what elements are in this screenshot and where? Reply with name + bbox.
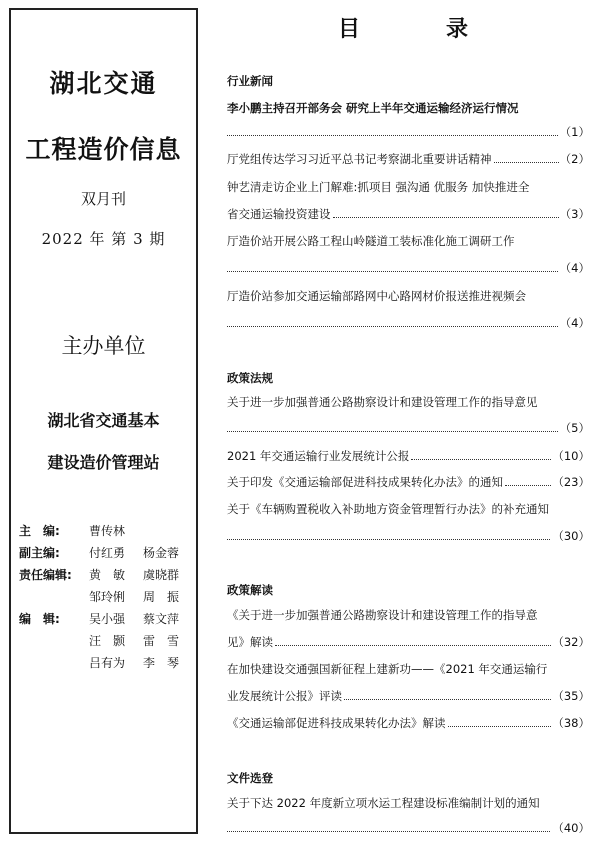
toc-entry-title-cont: 业发展统计公报》评读 [227, 689, 342, 703]
toc-title-char: 目 [338, 17, 361, 42]
staff-row [19, 522, 197, 544]
publication-frequency: 双月刊 [80, 190, 126, 208]
staff-role: 责任编辑: [19, 568, 72, 582]
toc-entry-title[interactable]: 关于进一步加强普通公路勘察设计和建设管理工作的指导意见 [227, 395, 538, 409]
staff-name: 周 振 [143, 590, 180, 604]
magazine-title-line1: 湖北交通 [49, 69, 158, 98]
toc-entry[interactable] [227, 475, 590, 490]
toc-entry-leader [227, 421, 590, 436]
issue-number: 2022 年 第 3 期 [41, 230, 166, 248]
staff-name: 汪 颢 [89, 634, 126, 648]
toc-entry-title[interactable]: 关于《车辆购置税收入补助地方资金管理暂行办法》的补充通知 [227, 502, 549, 516]
staff-name: 雷 雪 [143, 634, 180, 648]
toc-page-number: （23） [552, 475, 590, 489]
toc-entry-title: 《交通运输部促进科技成果转化办法》解读 [227, 716, 446, 730]
toc-entry-title[interactable]: 在加快建设交通强国新征程上建新功——《2021 年交通运输行 [227, 662, 548, 676]
toc-entry[interactable] [227, 207, 590, 222]
staff-row [19, 566, 197, 588]
section-heading-policy-regulations: 政策法规 [227, 371, 273, 385]
toc-page-number: （35） [552, 689, 590, 703]
toc-page-number: （32） [552, 635, 590, 649]
staff-name: 黄 敏 [89, 568, 126, 582]
sponsor-org-line2: 建设造价管理站 [47, 453, 160, 472]
staff-name: 付红勇 [89, 546, 126, 560]
toc-page-number: （3） [559, 207, 590, 221]
sponsor-org-line1: 湖北省交通基本 [47, 411, 160, 430]
toc-entry[interactable] [227, 635, 590, 650]
toc-page-number: （40） [552, 821, 590, 835]
toc-entry-title[interactable]: 《关于进一步加强普通公路勘察设计和建设管理工作的指导意 [227, 608, 538, 622]
section-heading-policy-interpretation: 政策解读 [227, 583, 273, 597]
toc-entry-title: 2021 年交通运输行业发展统计公报 [227, 449, 410, 463]
staff-row [19, 610, 197, 632]
toc-entry-leader [227, 261, 590, 276]
staff-role: 副主编: [19, 546, 60, 560]
staff-name: 虞晓群 [143, 568, 180, 582]
toc-title [338, 12, 468, 43]
masthead-sidebar [9, 8, 198, 834]
toc-entry-title-cont: 见》解读 [227, 635, 273, 649]
toc-entry-title[interactable]: 关于下达 2022 年度新立项水运工程建设标准编制计划的通知 [227, 796, 540, 810]
toc-entry-title[interactable]: 钟艺清走访企业上门解难:抓项目 强沟通 优服务 加快推进全 [227, 180, 530, 194]
magazine-title-line2: 工程造价信息 [25, 135, 182, 164]
staff-row [19, 654, 197, 676]
staff-row [19, 632, 197, 654]
toc-entry-leader [227, 821, 590, 836]
staff-role: 编 辑: [19, 612, 60, 626]
toc-title-char: 录 [445, 17, 468, 42]
toc-entry-title[interactable]: 厅造价站参加交通运输部路网中心路网材价报送推进视频会 [227, 289, 526, 303]
staff-name: 杨金蓉 [143, 546, 180, 560]
staff-name: 蔡文萍 [143, 612, 180, 626]
staff-name: 邹玲俐 [89, 590, 126, 604]
toc-page-number: （1） [559, 125, 590, 139]
toc-entry-title[interactable]: 李小鹏主持召开部务会 研究上半年交通运输经济运行情况 [227, 101, 519, 115]
staff-row [19, 544, 197, 566]
staff-name: 曹传林 [89, 524, 126, 538]
toc-entry[interactable] [227, 689, 590, 704]
toc-page-number: （38） [552, 716, 590, 730]
toc-page-number: （30） [552, 529, 590, 543]
toc-page-number: （5） [559, 421, 590, 435]
toc-entry[interactable] [227, 152, 590, 167]
toc-entry-title-cont: 省交通运输投资建设 [227, 207, 331, 221]
staff-name: 李 琴 [143, 656, 180, 670]
toc-entry-title[interactable]: 厅造价站开展公路工程山岭隧道工装标准化施工调研工作 [227, 234, 515, 248]
toc-entry[interactable] [227, 449, 590, 464]
toc-entry-title: 厅党组传达学习习近平总书记考察湖北重要讲话精神 [227, 152, 492, 166]
toc-page-number: （2） [559, 152, 590, 166]
toc-entry-leader [227, 125, 590, 140]
toc-entry-title: 关于印发《交通运输部促进科技成果转化办法》的通知 [227, 475, 503, 489]
section-heading-selected-documents: 文件选登 [227, 771, 273, 785]
toc-page-number: （4） [559, 261, 590, 275]
staff-name: 吕有为 [89, 656, 126, 670]
staff-role: 主 编: [19, 524, 60, 538]
staff-name: 吴小强 [89, 612, 126, 626]
section-heading-industry-news: 行业新闻 [227, 74, 273, 88]
toc-page-number: （4） [559, 316, 590, 330]
toc-entry[interactable] [227, 716, 590, 731]
editorial-staff [19, 522, 197, 676]
toc-entry-leader [227, 529, 590, 544]
staff-row [19, 588, 197, 610]
toc-page-number: （10） [552, 449, 590, 463]
sponsor-label: 主办单位 [61, 334, 146, 358]
toc-entry-leader [227, 316, 590, 331]
